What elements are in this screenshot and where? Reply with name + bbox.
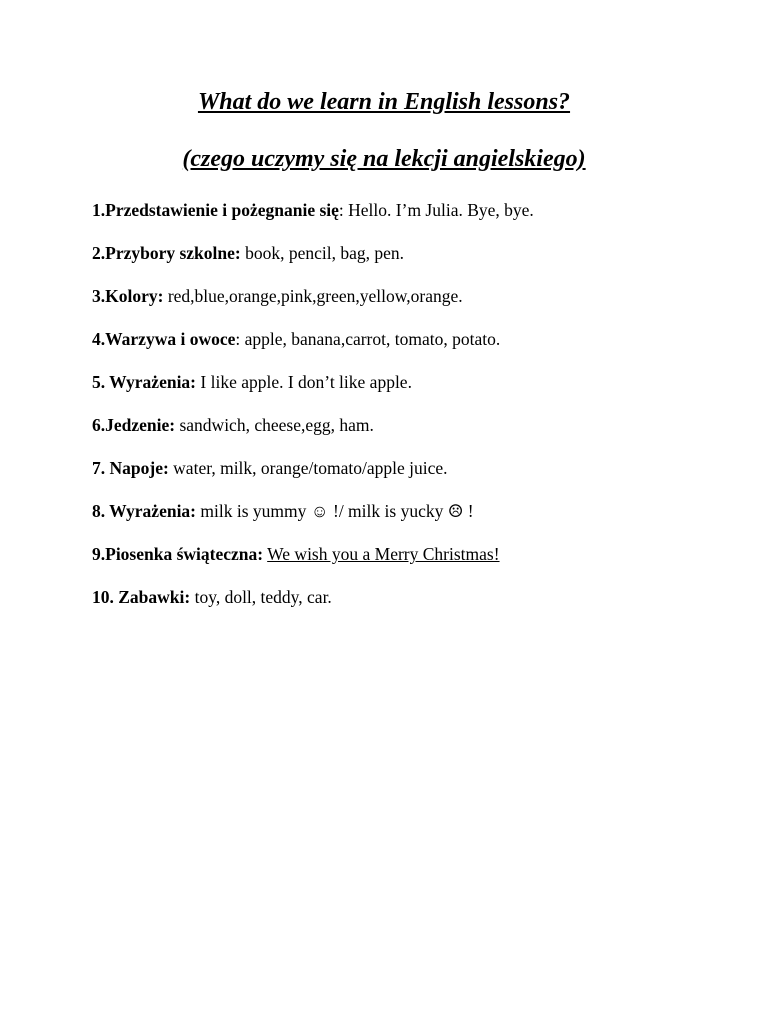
- item-label: 9.Piosenka świąteczna:: [92, 544, 264, 564]
- item-content-underlined: We wish you a Merry Christmas!: [267, 544, 500, 564]
- item-content: Hello. I’m Julia. Bye, bye.: [348, 200, 534, 220]
- topic-list: [92, 199, 732, 629]
- item-label: 10. Zabawki:: [92, 587, 191, 607]
- list-item: [92, 328, 732, 350]
- item-label: 7. Napoje:: [92, 458, 169, 478]
- item-label: 6.Jedzenie:: [92, 415, 176, 435]
- page-subtitle: (czego uczymy się na lekcji angielskiego): [182, 146, 586, 172]
- item-content: sandwich, cheese,egg, ham.: [179, 415, 374, 435]
- item-label: 1.Przedstawienie i pożegnanie się: [92, 200, 339, 220]
- item-label: 4.Warzywa i owoce: [92, 329, 236, 349]
- item-label: 5. Wyrażenia:: [92, 372, 197, 392]
- list-item: [92, 414, 732, 436]
- item-content: I like apple. I don’t like apple.: [200, 372, 412, 392]
- item-content: water, milk, orange/tomato/apple juice.: [173, 458, 448, 478]
- list-item: [92, 457, 732, 479]
- item-content: milk is yummy ☺ !/ milk is yucky ☹ !: [200, 501, 474, 521]
- item-content: apple, banana,carrot, tomato, potato.: [244, 329, 501, 349]
- page-title: What do we learn in English lessons?: [197, 89, 571, 115]
- list-item: [92, 500, 732, 522]
- item-content: book, pencil, bag, pen.: [245, 243, 405, 263]
- item-content: red,blue,orange,pink,green,yellow,orange.: [167, 286, 463, 306]
- item-label: 3.Kolory:: [92, 286, 164, 306]
- item-separator: :: [338, 200, 349, 220]
- list-item: [92, 285, 732, 307]
- item-content: toy, doll, teddy, car.: [194, 587, 332, 607]
- list-item: [92, 586, 732, 608]
- list-item: [92, 199, 732, 221]
- item-label: 2.Przybory szkolne:: [92, 243, 241, 263]
- list-item: [92, 242, 732, 264]
- list-item: [92, 543, 732, 565]
- item-separator: :: [235, 329, 245, 349]
- list-item: [92, 371, 732, 393]
- item-label: 8. Wyrażenia:: [92, 501, 197, 521]
